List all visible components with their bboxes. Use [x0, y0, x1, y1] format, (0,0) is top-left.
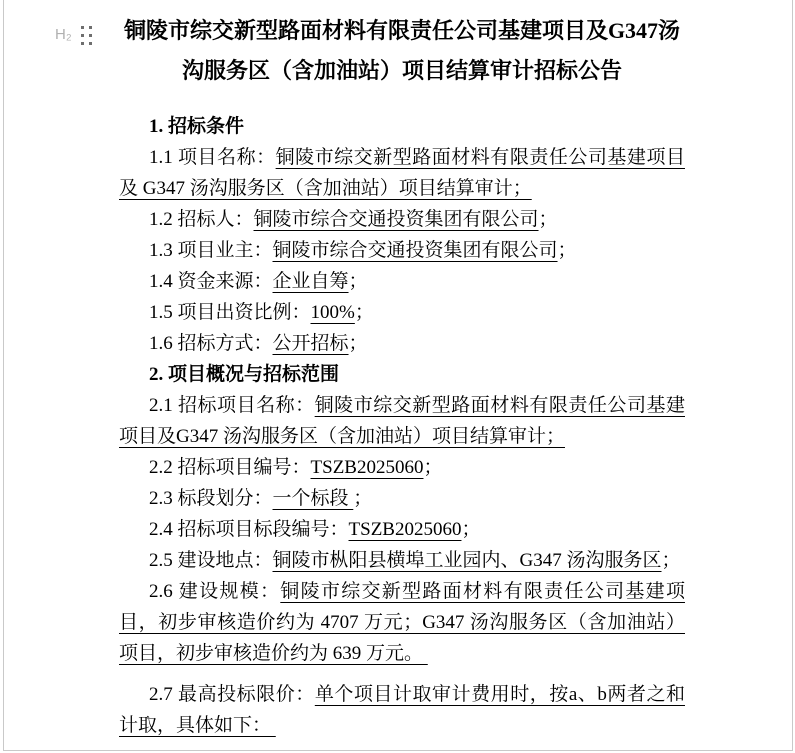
item-label: 1.5 项目出资比例： [149, 302, 311, 323]
item-label: 1.1 项目名称： [149, 147, 276, 168]
doc-paragraph [119, 545, 685, 576]
item-value: 企业自筹 [272, 271, 349, 292]
item-value: TSZB2025060 [348, 519, 462, 540]
item-label: 2.4 招标项目标段编号： [149, 519, 349, 540]
heading-level-badge: H₂ [55, 26, 72, 43]
item-label: 2.2 招标项目编号： [149, 457, 311, 478]
item-label: 2.6 建设规模： [149, 581, 281, 602]
item-label: 1.3 项目业主： [149, 240, 273, 261]
item-tail: ； [348, 271, 368, 292]
doc-paragraph [119, 359, 685, 390]
document-title: 铜陵市综交新型路面材料有限责任公司基建项目及G347汤沟服务区（含加油站）项目结算审计招标公告 [123, 18, 681, 83]
item-value: 铜陵市综合交通投资集团有限公司 [253, 209, 539, 230]
item-tail: ； [538, 209, 558, 230]
item-tail: ； [423, 457, 443, 478]
item-value: 公开招标 [272, 333, 349, 354]
drag-handle-icon[interactable] [81, 26, 92, 45]
item-value: 单个项目计取审计费用时，按a、b两者之和计取，具体如下： [119, 684, 685, 736]
item-tail: ； [348, 333, 368, 354]
doc-paragraph [119, 235, 685, 266]
item-tail: ； [461, 519, 481, 540]
doc-paragraph [119, 204, 685, 235]
item-label: 2.1 招标项目名称： [149, 395, 315, 416]
doc-paragraph [119, 111, 685, 142]
item-tail: ； [661, 550, 681, 571]
item-label: 1. 招标条件 [149, 116, 245, 137]
item-label: 2.3 标段划分： [149, 488, 273, 509]
item-value: 铜陵市综合交通投资集团有限公司 [272, 240, 558, 261]
item-label: 1.6 招标方式： [149, 333, 273, 354]
item-value: 铜陵市枞阳县横埠工业园内、G347 汤沟服务区 [272, 550, 662, 571]
document-canvas [3, 0, 793, 751]
item-tail: ； [354, 302, 374, 323]
doc-paragraph [119, 576, 685, 669]
doc-paragraph [119, 266, 685, 297]
item-label: 2.7 最高投标限价： [149, 684, 315, 705]
doc-paragraph [119, 452, 685, 483]
doc-paragraph [119, 142, 685, 204]
document-body [119, 111, 685, 741]
block-gutter [55, 25, 92, 45]
item-tail: ； [557, 240, 577, 261]
item-label: 2.5 建设地点： [149, 550, 273, 571]
item-value: 一个标段 [272, 488, 354, 509]
item-value: 100% [310, 302, 355, 323]
doc-paragraph [119, 328, 685, 359]
item-value: 铜陵市综交新型路面材料有限责任公司基建项目，初步审核造价约为 4707 万元；G347 汤沟服务区（含加油站）项目，初步审核造价约为 639 万元。 [119, 581, 685, 664]
doc-paragraph [119, 679, 685, 741]
item-value: TSZB2025060 [310, 457, 424, 478]
item-label: 2. 项目概况与招标范围 [149, 364, 340, 385]
doc-paragraph [119, 483, 685, 514]
doc-paragraph [119, 297, 685, 328]
doc-paragraph [119, 514, 685, 545]
item-value: 铜陵市综交新型路面材料有限责任公司基建项目及 G347 汤沟服务区（含加油站）项目结算审计； [119, 147, 685, 199]
item-tail: ； [353, 488, 373, 509]
item-label: 1.2 招标人： [149, 209, 254, 230]
item-value: 铜陵市综交新型路面材料有限责任公司基建项目及G347 汤沟服务区（含加油站）项目结算审计； [119, 395, 685, 447]
doc-paragraph [119, 390, 685, 452]
item-label: 1.4 资金来源： [149, 271, 273, 292]
